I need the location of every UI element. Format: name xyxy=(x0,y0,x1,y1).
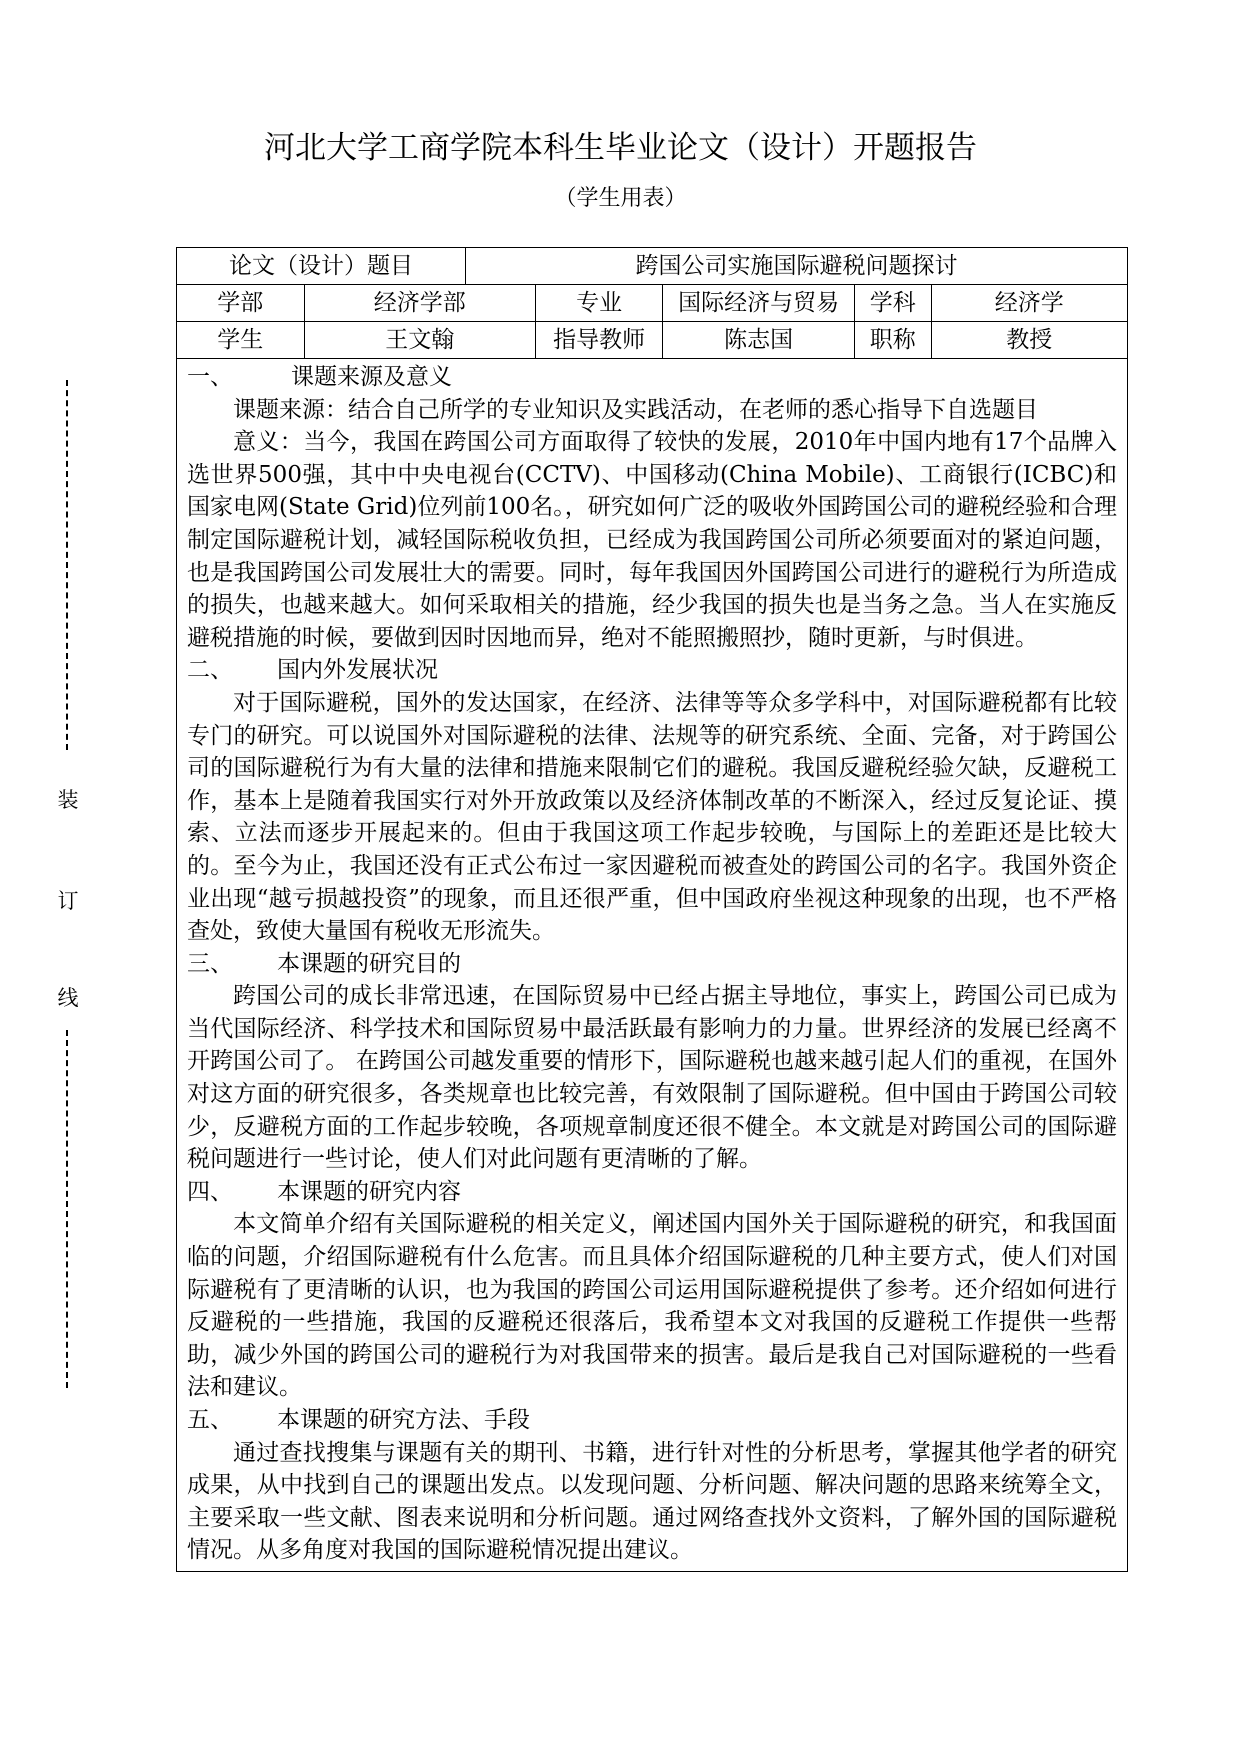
topic-value: 跨国公司实施国际避税问题探讨 xyxy=(635,253,958,279)
binding-line-bottom xyxy=(66,1030,68,1388)
binding-char-zhuang: 装 xyxy=(57,788,79,812)
paragraph: 通过查找搜集与课题有关的期刊、书籍，进行针对性的分析思考，掌握其他学者的研究成果，从中找到自己的课题出发点。以发现问题、分析问题、解决问题的思路来统筹全文，主要采取一些文献、图表来说明和分析问题。通过网络查找外文资料，了解外国的国际避税情况。从多角度对我国的国际避税情况提出建议。 xyxy=(187,1439,1117,1564)
section-title: 本课题的研究内容 xyxy=(277,1178,461,1205)
student-row xyxy=(177,322,1127,359)
document-subtitle: （学生用表） xyxy=(554,186,687,211)
student-label: 学生 xyxy=(177,322,305,358)
section-heading xyxy=(187,948,1117,981)
section-heading xyxy=(187,654,1117,687)
section-heading xyxy=(187,361,1117,394)
section-title: 本课题的研究方法、手段 xyxy=(277,1407,530,1433)
paragraph: 本文简单介绍有关国际避税的相关定义，阐述国内国外关于国际避税的研究，和我国面临的问题，介绍国际避税有什么危害。而且具体介绍国际避税的几种主要方式，使人们对国际避税有了更清晰的认识，也为我国的跨国公司运用国际避税提供了参考。还介绍如何进行反避税的一些措施，我国的反避税还很落后，我希望本文对我国的反避税工作提供一些帮助，减少外国的跨国公司的避税行为对我国带来的损害。最后是我自己对国际避税的一些看法和建议。 xyxy=(187,1211,1117,1401)
paragraph: 意义：当今，我国在跨国公司方面取得了较快的发展，2010年中国内地有17个品牌入选世界500强，其中中央电视台(CCTV)、中国移动(China Mobile)、工商银行(ICBC)和国家电网(State Grid)位列前100名。，研究如何广泛的吸收外国跨国公司的避税经验和合理制定国际避税计划，减轻国际税收负担，已经成为我国跨国公司所必须要面对的紧迫问题，也是我国跨国公司发展壮大的需要。同时，每年我国因外国跨国公司进行的避税行为所造成的损失，也越来越大。如何采取相关的措施，经少我国的损失也是当务之急。当人在实施反避税措施的时候，要做到因时因地而异，绝对不能照搬照抄，随时更新，与时俱进。 xyxy=(187,429,1117,651)
section-heading xyxy=(187,1176,1117,1209)
major-value: 国际经济与贸易 xyxy=(663,285,854,321)
binding-line-top xyxy=(66,380,68,750)
rank-value: 教授 xyxy=(1006,327,1053,353)
section-number: 一、 xyxy=(187,364,233,390)
paragraph: 跨国公司的成长非常迅速，在国际贸易中已经占据主导地位，事实上，跨国公司已成为当代国际经济、科学技术和国际贸易中最活跃最有影响力的力量。世界经济的发展已经离不开跨国公司了。 在跨国公司越发重要的情形下，国际避税也越来越引起人们的重视，在国外对这方面的研究很多，各类规章也比较完善，有效限制了国际避税。但中国由于跨国公司较少，反避税方面的工作起步较晚，各项规章制度还很不健全。本文就是对跨国公司的国际避税问题进行一些讨论，使人们对此问题有更清晰的了解。 xyxy=(187,983,1117,1173)
subject-value: 经济学 xyxy=(994,290,1064,316)
rank-label: 职称 xyxy=(855,322,932,358)
section-title: 课题来源及意义 xyxy=(291,364,452,390)
advisor-label: 指导教师 xyxy=(536,322,664,358)
department-row xyxy=(177,285,1127,322)
section-number: 二、 xyxy=(187,657,233,684)
paragraph: 对于国际避税，国外的发达国家，在经济、法律等等众多学科中，对国际避税都有比较专门的研究。可以说国外对国际避税的法律、法规等的研究系统、全面、完备，对于跨国公司的国际避税行为有大量的法律和措施来限制它们的避税。我国反避税经验欠缺，反避税工作，基本上是随着我国实行对外开放政策以及经济体制改革的不断深入，经过反复论证、摸索、立法而逐步开展起来的。但由于我国这项工作起步较晚，与国际上的差距还是比较大的。至今为止，我国还没有正式公布过一家因避税而被查处的跨国公司的名字。我国外资企业出现“越亏损越投资”的现象，而且还很严重，但中国政府坐视这种现象的出现，也不严格查处，致使大量国有税收无形流失。 xyxy=(187,689,1117,945)
proposal-form xyxy=(176,247,1128,1572)
section-number: 五、 xyxy=(187,1407,233,1433)
section-title: 国内外发展状况 xyxy=(277,657,438,684)
paragraph: 课题来源：结合自己所学的专业知识及实践活动，在老师的悉心指导下自选题目 xyxy=(233,396,1038,423)
section-number: 三、 xyxy=(187,950,233,977)
binding-char-ding: 订 xyxy=(57,889,79,913)
topic-label: 论文（设计）题目 xyxy=(177,248,466,284)
student-value: 王文翰 xyxy=(305,322,536,358)
section-number: 四、 xyxy=(187,1178,233,1205)
document-title: 河北大学工商学院本科生毕业论文（设计）开题报告 xyxy=(264,130,977,166)
binding-char-xian: 线 xyxy=(57,986,79,1010)
subject-label: 学科 xyxy=(855,285,932,321)
topic-row xyxy=(177,248,1127,285)
section-title: 本课题的研究目的 xyxy=(277,950,461,977)
major-label: 专业 xyxy=(536,285,664,321)
advisor-value: 陈志国 xyxy=(663,322,854,358)
section-heading xyxy=(187,1404,1117,1437)
proposal-body xyxy=(177,359,1127,1571)
dept-label: 学部 xyxy=(177,285,305,321)
dept-value: 经济学部 xyxy=(305,285,536,321)
